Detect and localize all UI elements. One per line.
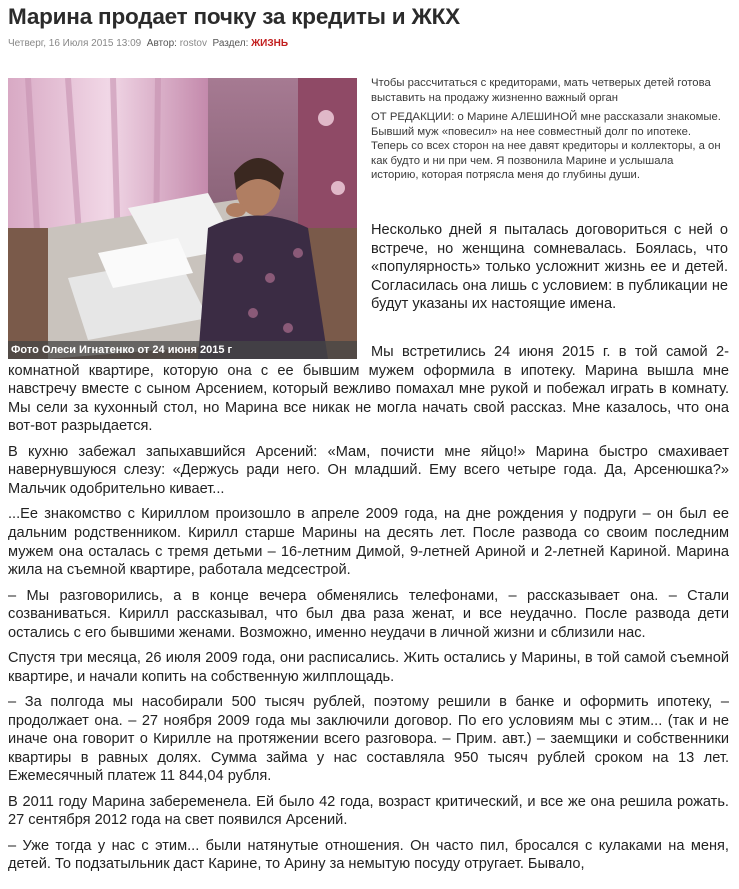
- article-lead: [371, 76, 723, 107]
- article-meta: [8, 38, 288, 49]
- paragraph-4: ...Ее знакомство с Кириллом произошло в апреле 2009 года, на дне рождения у подруги – он был ее дальним родственником. Кирилл старше Марины на десять лет. После развода со своим последним мужем она осталась с тремя детьми – 16-летним Димой, 9-летней Ариной и 2-летней Кариной. Марина жила на съемной квартире, работала медсестрой.: [8, 506, 729, 579]
- article-body: [8, 343, 729, 881]
- paragraph-7: – За полгода мы насобирали 500 тысяч рублей, поэтому решили в банке и оформить ипотеку, – продолжает она. – 27 ноября 2009 года мы заключили договор. По его условиям мы с этим... (так и не иначе она говорит о Кирилле на протяжении всего разговора. – Прим. авт.) – заемщики и собственники квартиры в равных долях. Сумма займа у нас составляла 950 тысяч рублей сроком на 13 лет. Ежемесячный платеж 11 844,04 рубля.: [8, 694, 729, 785]
- author-name[interactable]: rostov: [179, 38, 207, 49]
- lead-text: Чтобы рассчитаться с кредиторами, мать четверых детей готова выставить на продажу жизненно важный орган: [371, 77, 711, 104]
- photo-caption: Фото Олеси Игнатенко от 24 июня 2015 г: [8, 341, 357, 359]
- paragraph-1: Несколько дней я пыталась договориться с ней о встрече, но женщина сомневалась. Боялась, что «популярность» только усложнит жизнь ее и детей. Согласилась она лишь с условием: в публикации не будут указаны их настоящие имена.: [371, 222, 728, 313]
- section-label: Раздел:: [212, 38, 249, 49]
- editorial-note: ОТ РЕДАКЦИИ: о Марине АЛЕШИНОЙ мне рассказали знакомые. Бывший муж «повесил» на нее совместный долг по ипотеке. Теперь со всех сторон на нее давят кредиторы и коллекторы, а он как будто и ни при чем. Я позвонила Марине и услышала историю, которая потрясла меня до глубины души.: [371, 111, 721, 181]
- article-date: Четверг, 16 Июля 2015 13:09: [8, 38, 142, 49]
- author-label: Автор:: [146, 38, 177, 49]
- photo-illustration: [8, 78, 357, 359]
- article-photo: [8, 78, 357, 359]
- paragraph-6: Спустя три месяца, 26 июля 2009 года, они расписались. Жить остались у Марины, в той самой съемной квартире, и начали копить на собственную жилплощадь.: [8, 650, 729, 685]
- paragraph-5: – Мы разговорились, а в конце вечера обменялись телефонами, – рассказывает она. – Стали созваниваться. Кирилл рассказывал, что был два раза женат, и все неудачно. После развода дети остались с его бывшими женами. Возможно, именно неудачи в личной жизни и сблизили нас.: [8, 587, 729, 641]
- paragraph-9: – Уже тогда у нас с этим... были натянутые отношения. Он часто пил, бросался с кулаками на меня, детей. То подзатыльник даст Карине, то Арину за немытую посуду отругает. Бывало,: [8, 837, 729, 873]
- paragraph-2: Мы встретились 24 июня 2015 г. в той самой 2-комнатной квартире, которую она с ее бывшим мужем оформила в ипотеку. Марина вышла мне навстречу вместе с сыном Арсением, который вежливо помахал мне рукой и побежал играть в комнату. Мы сели за кухонный стол, но Марина все никак не могла начать свой рассказ. Мне казалось, что она вот-вот разрыдается.: [8, 344, 729, 435]
- article-title: Марина продает почку за кредиты и ЖКХ: [8, 4, 460, 29]
- paragraph-8: В 2011 году Марина забеременела. Ей было 42 года, возраст критический, и все же она решила рожать. 27 сентября 2012 года на свет появился Арсений.: [8, 793, 729, 829]
- paragraph-3: В кухню забежал запыхавшийся Арсений: «Мам, почисти мне яйцо!» Марина быстро смахивает навернувшуюся слезу: «Держусь ради него. Он младший. Ему всего четыре года. Да, Арсенюшка?» Мальчик одобрительно кивает...: [8, 443, 729, 497]
- section-link[interactable]: ЖИЗНЬ: [251, 38, 289, 49]
